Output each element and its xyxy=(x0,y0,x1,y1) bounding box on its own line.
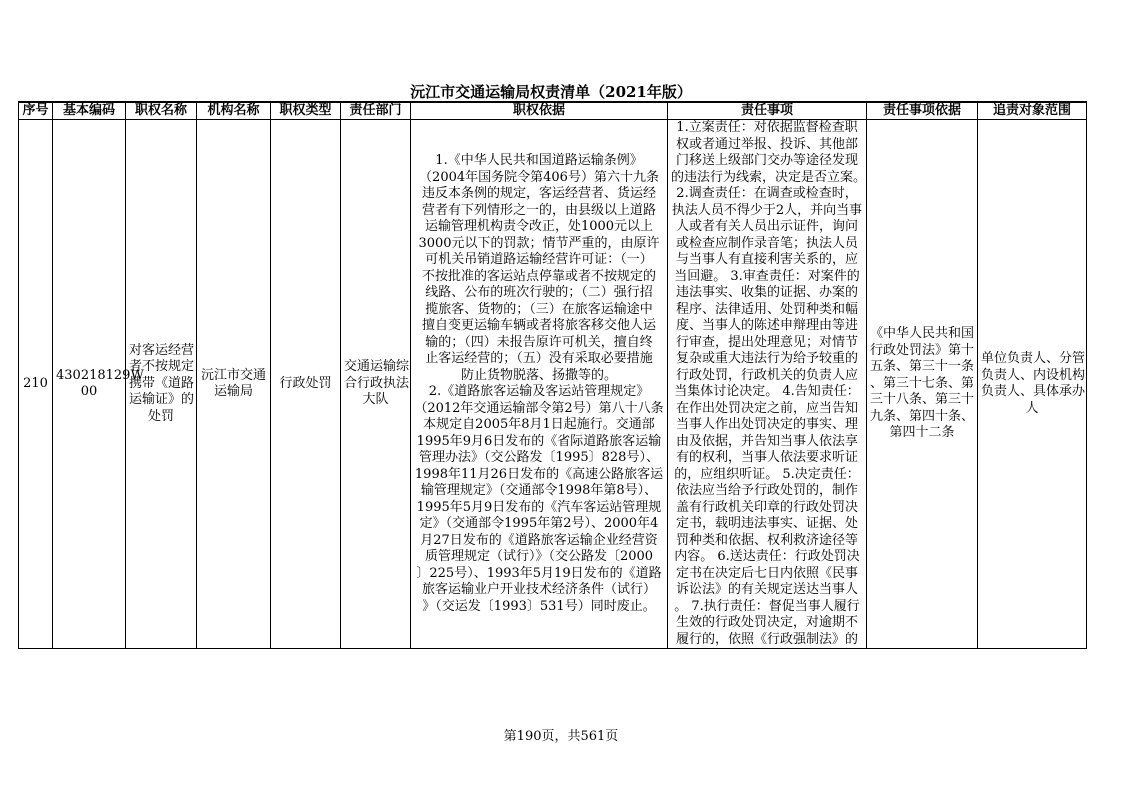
duty-line: 违法事实、收集的证据、办案的 xyxy=(675,285,858,300)
legal-basis-line: 2.《道路旅客运输及客运站管理规定》 xyxy=(428,384,650,399)
power-type-cell xyxy=(271,120,341,649)
legal-basis-line: 月27日发布的《道路旅客运输企业经营资 xyxy=(420,532,658,548)
duty-line: 罚种类和依据、权利救济途径等 xyxy=(675,532,858,548)
power-name-line: 对客运经营 xyxy=(129,342,195,358)
duty-line: 2.调查责任：在调查或检查时， xyxy=(676,186,858,201)
legal-basis-line: 运输管理机构责令改正，处1000元以上 xyxy=(424,219,654,234)
legal-basis-line: 本规定自2005年8月1日起施行。交通部 xyxy=(423,417,655,432)
legal-basis-line: 1998年11月26日发布的《高速公路旅客运 xyxy=(414,466,664,482)
duty-line: 有的权利，当事人依法要求听证 xyxy=(675,450,858,465)
header-duties: 责任事项 xyxy=(668,102,867,120)
code-line: 00 xyxy=(80,384,98,399)
agency-line: 运输局 xyxy=(213,384,253,399)
header-seq: 序号 xyxy=(19,102,53,120)
legal-basis-line: 线路、公布的班次行驶的；（二）强行招 xyxy=(425,285,653,300)
duty-line: 内容。 6.送达责任：行政处罚决 xyxy=(674,549,860,564)
duty-line: 定书，载明违法事实、证据、处 xyxy=(675,516,858,531)
duty-line: 或检查应制作录音笔；执法人员 xyxy=(675,235,858,251)
legal-basis-line: 1995年5月9日发布的《汽车客运站管理规 xyxy=(416,499,662,515)
duty-line: 履行的，依照《行政强制法》的 xyxy=(675,631,858,647)
legal-basis-line: 营者有下列情形之一的，由县级以上道路 xyxy=(421,202,656,218)
duty-line: 诉讼法》的有关规定送达当事人 xyxy=(675,582,858,597)
table-row xyxy=(19,120,1087,649)
duty-line: 在作出处罚决定之前，应当告知 xyxy=(675,400,858,416)
legal-basis-line: 擅自变更运输车辆或者将旅客移交他人运 xyxy=(421,318,656,333)
legal-basis-line: 揽旅客、货物的；（三）在旅客运输途中 xyxy=(425,301,653,317)
duty-line: 行审查，提出处理意见；对情节 xyxy=(675,334,858,350)
duty-line: 的，应组织听证。 5.决定责任： xyxy=(674,466,860,482)
legal-basis-line: 防止货物脱落、扬撒等的。 xyxy=(460,367,617,383)
power-name-line: 处罚 xyxy=(147,408,174,424)
legal-basis-line: （2004年国务院令第406号）第六十九条 xyxy=(419,169,659,185)
accountability-cell xyxy=(978,120,1087,649)
duty-line: 人或者有关人员出示证件，询问 xyxy=(675,219,858,234)
duty-basis-line: 《中华人民共和国 xyxy=(870,326,975,342)
duty-line: 度、当事人的陈述申辩理由等进 xyxy=(675,318,858,333)
code-line: 430218129W xyxy=(56,367,144,383)
duty-line: 定书在决定后七日内依照《民事 xyxy=(675,565,858,581)
duty-line: 执法人员不得少于2人，并向当事 xyxy=(671,202,863,218)
duty-line: 由及依据，并告知当事人依法享 xyxy=(675,433,858,449)
power-name-line: 运输证》的 xyxy=(129,392,195,408)
agency-cell xyxy=(197,120,271,649)
page-number: 第190页，共561页 xyxy=(503,729,619,744)
department-line: 合行政执法 xyxy=(344,375,410,391)
duty-basis-line: 第四十二条 xyxy=(889,425,955,441)
duty-basis-line: 、第三十七条、第 xyxy=(870,375,975,391)
accountability-line: 负责人、内设机构 xyxy=(981,367,1086,383)
legal-basis-line: 1995年9月6日发布的《省际道路旅客运输 xyxy=(416,433,662,449)
agency-line: 沅江市交通 xyxy=(200,367,266,383)
legal-basis-line: 》（交运发〔1993〕531号）同时废止。 xyxy=(422,598,656,614)
duty-line: 生效的行政处罚决定，对逾期不 xyxy=(675,615,858,630)
accountability-line: 人 xyxy=(1025,400,1039,416)
duty-basis-line: 三十八条、第三十 xyxy=(870,392,975,408)
power-name-line: 者不按规定 xyxy=(129,359,195,375)
legal-basis-line: 1.《中华人民共和国道路运输条例》 xyxy=(435,153,643,168)
legal-basis-line: 旅客运输业户开业技术经济条件（试行） xyxy=(421,582,656,597)
seq-value: 210 xyxy=(23,375,48,391)
header-department: 责任部门 xyxy=(341,102,411,120)
accountability-line: 单位负责人、分管 xyxy=(981,351,1086,366)
legal-basis-line: 输的；（四）未报告原许可机关，擅自终 xyxy=(425,334,653,350)
duty-line: 1.立案责任：对依据监督检查职 xyxy=(676,120,858,135)
header-power-name: 职权名称 xyxy=(126,102,197,120)
duties-cell xyxy=(668,120,867,649)
legal-basis-line: 3000元以下的罚款；情节严重的，由原许 xyxy=(418,235,660,251)
legal-basis-line: 止客运经营的；（五）没有采取必要措施 xyxy=(425,351,653,366)
duty-line: 当回避。 3.审查责任：对案件的 xyxy=(674,268,860,284)
duty-line: 当集体讨论决定。 4.告知责任： xyxy=(674,384,860,399)
duty-line: 行政处罚，行政机关的负责人应 xyxy=(675,367,858,383)
duty-line: 与当事人有直接利害关系的，应 xyxy=(675,252,858,267)
duty-line: 权或者通过举报、投诉、其他部 xyxy=(675,136,858,152)
header-power-type: 职权类型 xyxy=(271,102,341,120)
duty-basis-line: 九条、第四十条、 xyxy=(870,408,975,424)
legal-basis-line: 不按批准的客运站点停靠或者不按规定的 xyxy=(421,268,656,284)
legal-basis-line: 〕225号）、1993年5月19日发布的《道路 xyxy=(416,565,662,581)
header-legal-basis: 职权依据 xyxy=(411,102,668,120)
duty-line: 复杂或重大违法行为给予较重的 xyxy=(675,351,858,366)
legal-basis-line: 违反本条例的规定，客运经营者、货运经 xyxy=(421,186,656,201)
responsibility-table xyxy=(18,101,1087,649)
duty-line: 程序、法律适用、处罚种类和幅 xyxy=(675,301,858,317)
legal-basis-cell xyxy=(411,120,668,649)
accountability-line: 负责人、具体承办 xyxy=(981,384,1086,399)
header-agency: 机构名称 xyxy=(197,102,271,120)
department-line: 交通运输综 xyxy=(344,359,410,375)
duty-basis-cell xyxy=(867,120,978,649)
legal-basis-line: 质管理规定（试行）》（交公路发〔2000 xyxy=(424,549,654,564)
duty-line: 的违法行为线索，决定是否立案。 xyxy=(671,169,867,185)
duty-basis-line: 行政处罚法》第十 xyxy=(870,342,975,358)
legal-basis-line: 输管理规定》（交通部令1998年第8号）、 xyxy=(420,483,658,498)
duty-line: 当事人作出处罚决定的事实、理 xyxy=(675,417,858,432)
table-header-row xyxy=(19,102,1087,120)
power-name-line: 携带《道路 xyxy=(129,375,195,391)
duty-line: 。 7.执行责任：督促当事人履行 xyxy=(674,598,860,614)
code-cell xyxy=(53,120,144,649)
legal-basis-line: 可机关吊销道路运输经营许可证：（一） xyxy=(425,252,653,267)
header-code: 基本编码 xyxy=(53,102,126,120)
document-title: 沅江市交通运输局权责清单（2021年版） xyxy=(410,83,692,101)
department-cell xyxy=(341,120,411,649)
duty-basis-line: 五条、第三十一条 xyxy=(870,359,975,375)
seq-cell xyxy=(19,120,53,649)
header-duty-basis: 责任事项依据 xyxy=(867,102,978,120)
legal-basis-line: 定》（交通部令1995年第2号）、2000年4 xyxy=(419,516,659,531)
duty-line: 门移送上级部门交办等途径发现 xyxy=(675,153,858,168)
legal-basis-line: （2012年交通运输部令第2号）第八十八条 xyxy=(414,400,664,416)
duty-line: 盖有行政机关印章的行政处罚决 xyxy=(675,499,858,515)
header-accountability: 追责对象范围 xyxy=(978,102,1087,120)
power-name-cell xyxy=(126,120,197,649)
power-type-value: 行政处罚 xyxy=(279,375,332,391)
department-line: 大队 xyxy=(362,392,389,408)
duty-line: 依法应当给予行政处罚的，制作 xyxy=(675,483,858,498)
legal-basis-line: 管理办法》（交公路发〔1995〕828号）、 xyxy=(419,450,659,465)
